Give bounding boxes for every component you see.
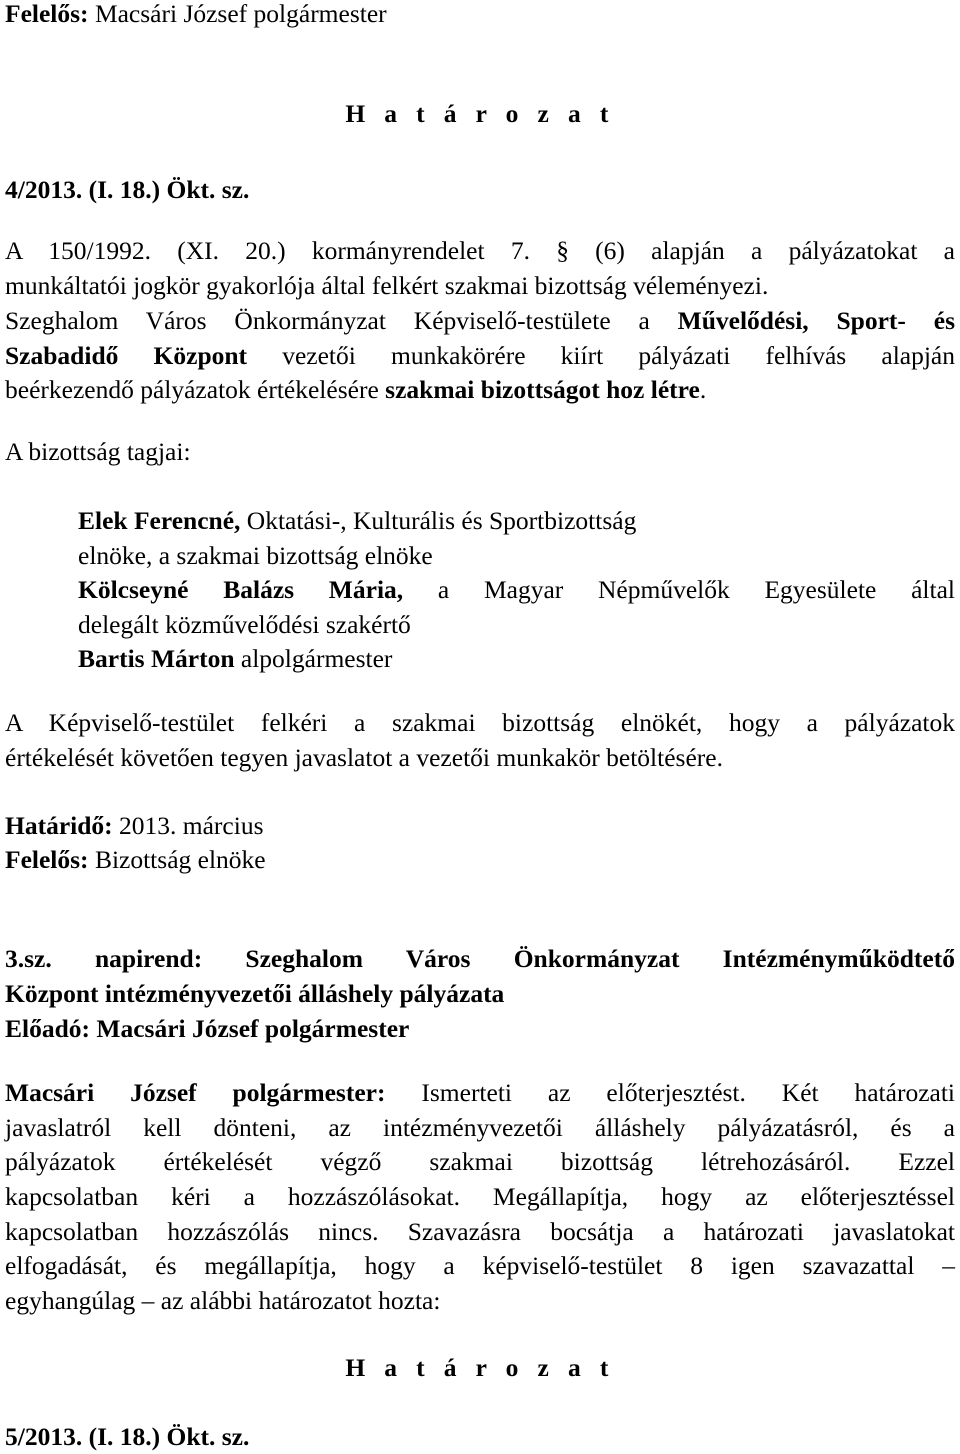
- agenda-body-line: Macsári József polgármester: Ismerteti az előterjesztést. Két határozati: [5, 1078, 955, 1107]
- agenda-body-line: pályázatok értékelését végző szakmai bizottság létrehozásáról. Ezzel: [5, 1147, 955, 1176]
- resolution-number: 4/2013. (I. 18.) Ökt. sz.: [5, 175, 250, 204]
- resolution-number: 5/2013. (I. 18.) Ökt. sz.: [5, 1422, 250, 1451]
- deadline-value: 2013. március: [112, 811, 264, 840]
- responsible-line-top: [5, 0, 955, 31]
- agenda-body-line: egyhangúlag – az alábbi határozatot hozta:: [5, 1286, 441, 1315]
- paragraph-line: értékelését követően tegyen javaslatot a vezetői munkakör betöltésére.: [5, 743, 723, 772]
- resolution-heading: H a t á r o z a t: [345, 1353, 615, 1382]
- resolution-heading: H a t á r o z a t: [345, 99, 615, 128]
- agenda-body-line: kapcsolatban hozzászólás nincs. Szavazásra bocsátja a határozati javaslatokat: [5, 1217, 955, 1246]
- member-entry: Bartis Márton alpolgármester: [78, 644, 393, 673]
- responsible-label: Felelős:: [5, 0, 89, 28]
- members-title: A bizottság tagjai:: [5, 437, 191, 466]
- paragraph-line: Szeghalom Város Önkormányzat Képviselő-testülete a Művelődési, Sport- és: [5, 306, 955, 335]
- agenda-presenter: Előadó: Macsári József polgármester: [5, 1014, 410, 1043]
- agenda-body-line: elfogadását, és megállapítja, hogy a képviselő-testület 8 igen szavazattal –: [5, 1251, 955, 1280]
- paragraph-line: munkáltatói jogkör gyakorlója által felkért szakmai bizottság véleményezi.: [5, 271, 769, 300]
- member-entry: Kölcseyné Balázs Mária, a Magyar Népművelők Egyesülete által: [78, 575, 955, 604]
- paragraph-line: Szabadidő Központ vezetői munkakörére kiírt pályázati felhívás alapján: [5, 341, 955, 370]
- member-name: Kölcseyné Balázs Mária,: [78, 575, 404, 604]
- member-entry-cont: delegált közművelődési szakértő: [78, 610, 411, 639]
- member-name: Bartis Márton: [78, 644, 235, 673]
- paragraph-line: A Képviselő-testület felkéri a szakmai bizottság elnökét, hogy a pályázatok: [5, 708, 955, 737]
- agenda-title: 3.sz. napirend: Szeghalom Város Önkormányzat Intézményműködtető: [5, 944, 955, 973]
- agenda-body-line: kapcsolatban kéri a hozzászólásokat. Megállapítja, hogy az előterjesztéssel: [5, 1182, 955, 1211]
- member-entry-cont: elnöke, a szakmai bizottság elnöke: [78, 541, 433, 570]
- agenda-body-line: javaslatról kell dönteni, az intézményvezetői álláshely pályázatásról, és a: [5, 1113, 955, 1142]
- deadline-label: Határidő:: [5, 811, 113, 840]
- paragraph-line: beérkezendő pályázatok értékelésére szakmai bizottságot hoz létre.: [5, 375, 707, 404]
- responsible-value: Bizottság elnöke: [88, 845, 266, 874]
- paragraph-line: A 150/1992. (XI. 20.) kormányrendelet 7. § (6) alapján a pályázatokat a: [5, 236, 955, 265]
- speaker-name: Macsári József polgármester:: [5, 1078, 386, 1107]
- responsible-value: Macsári József polgármester: [88, 0, 387, 28]
- responsible-label: Felelős:: [5, 845, 89, 874]
- member-name: Elek Ferencné,: [78, 506, 241, 535]
- agenda-title-cont: Központ intézményvezetői álláshely pályázata: [5, 979, 505, 1008]
- member-entry: Elek Ferencné, Oktatási-, Kulturális és Sportbizottság: [78, 506, 637, 535]
- responsible-line: [5, 842, 955, 877]
- deadline-line: [5, 808, 955, 843]
